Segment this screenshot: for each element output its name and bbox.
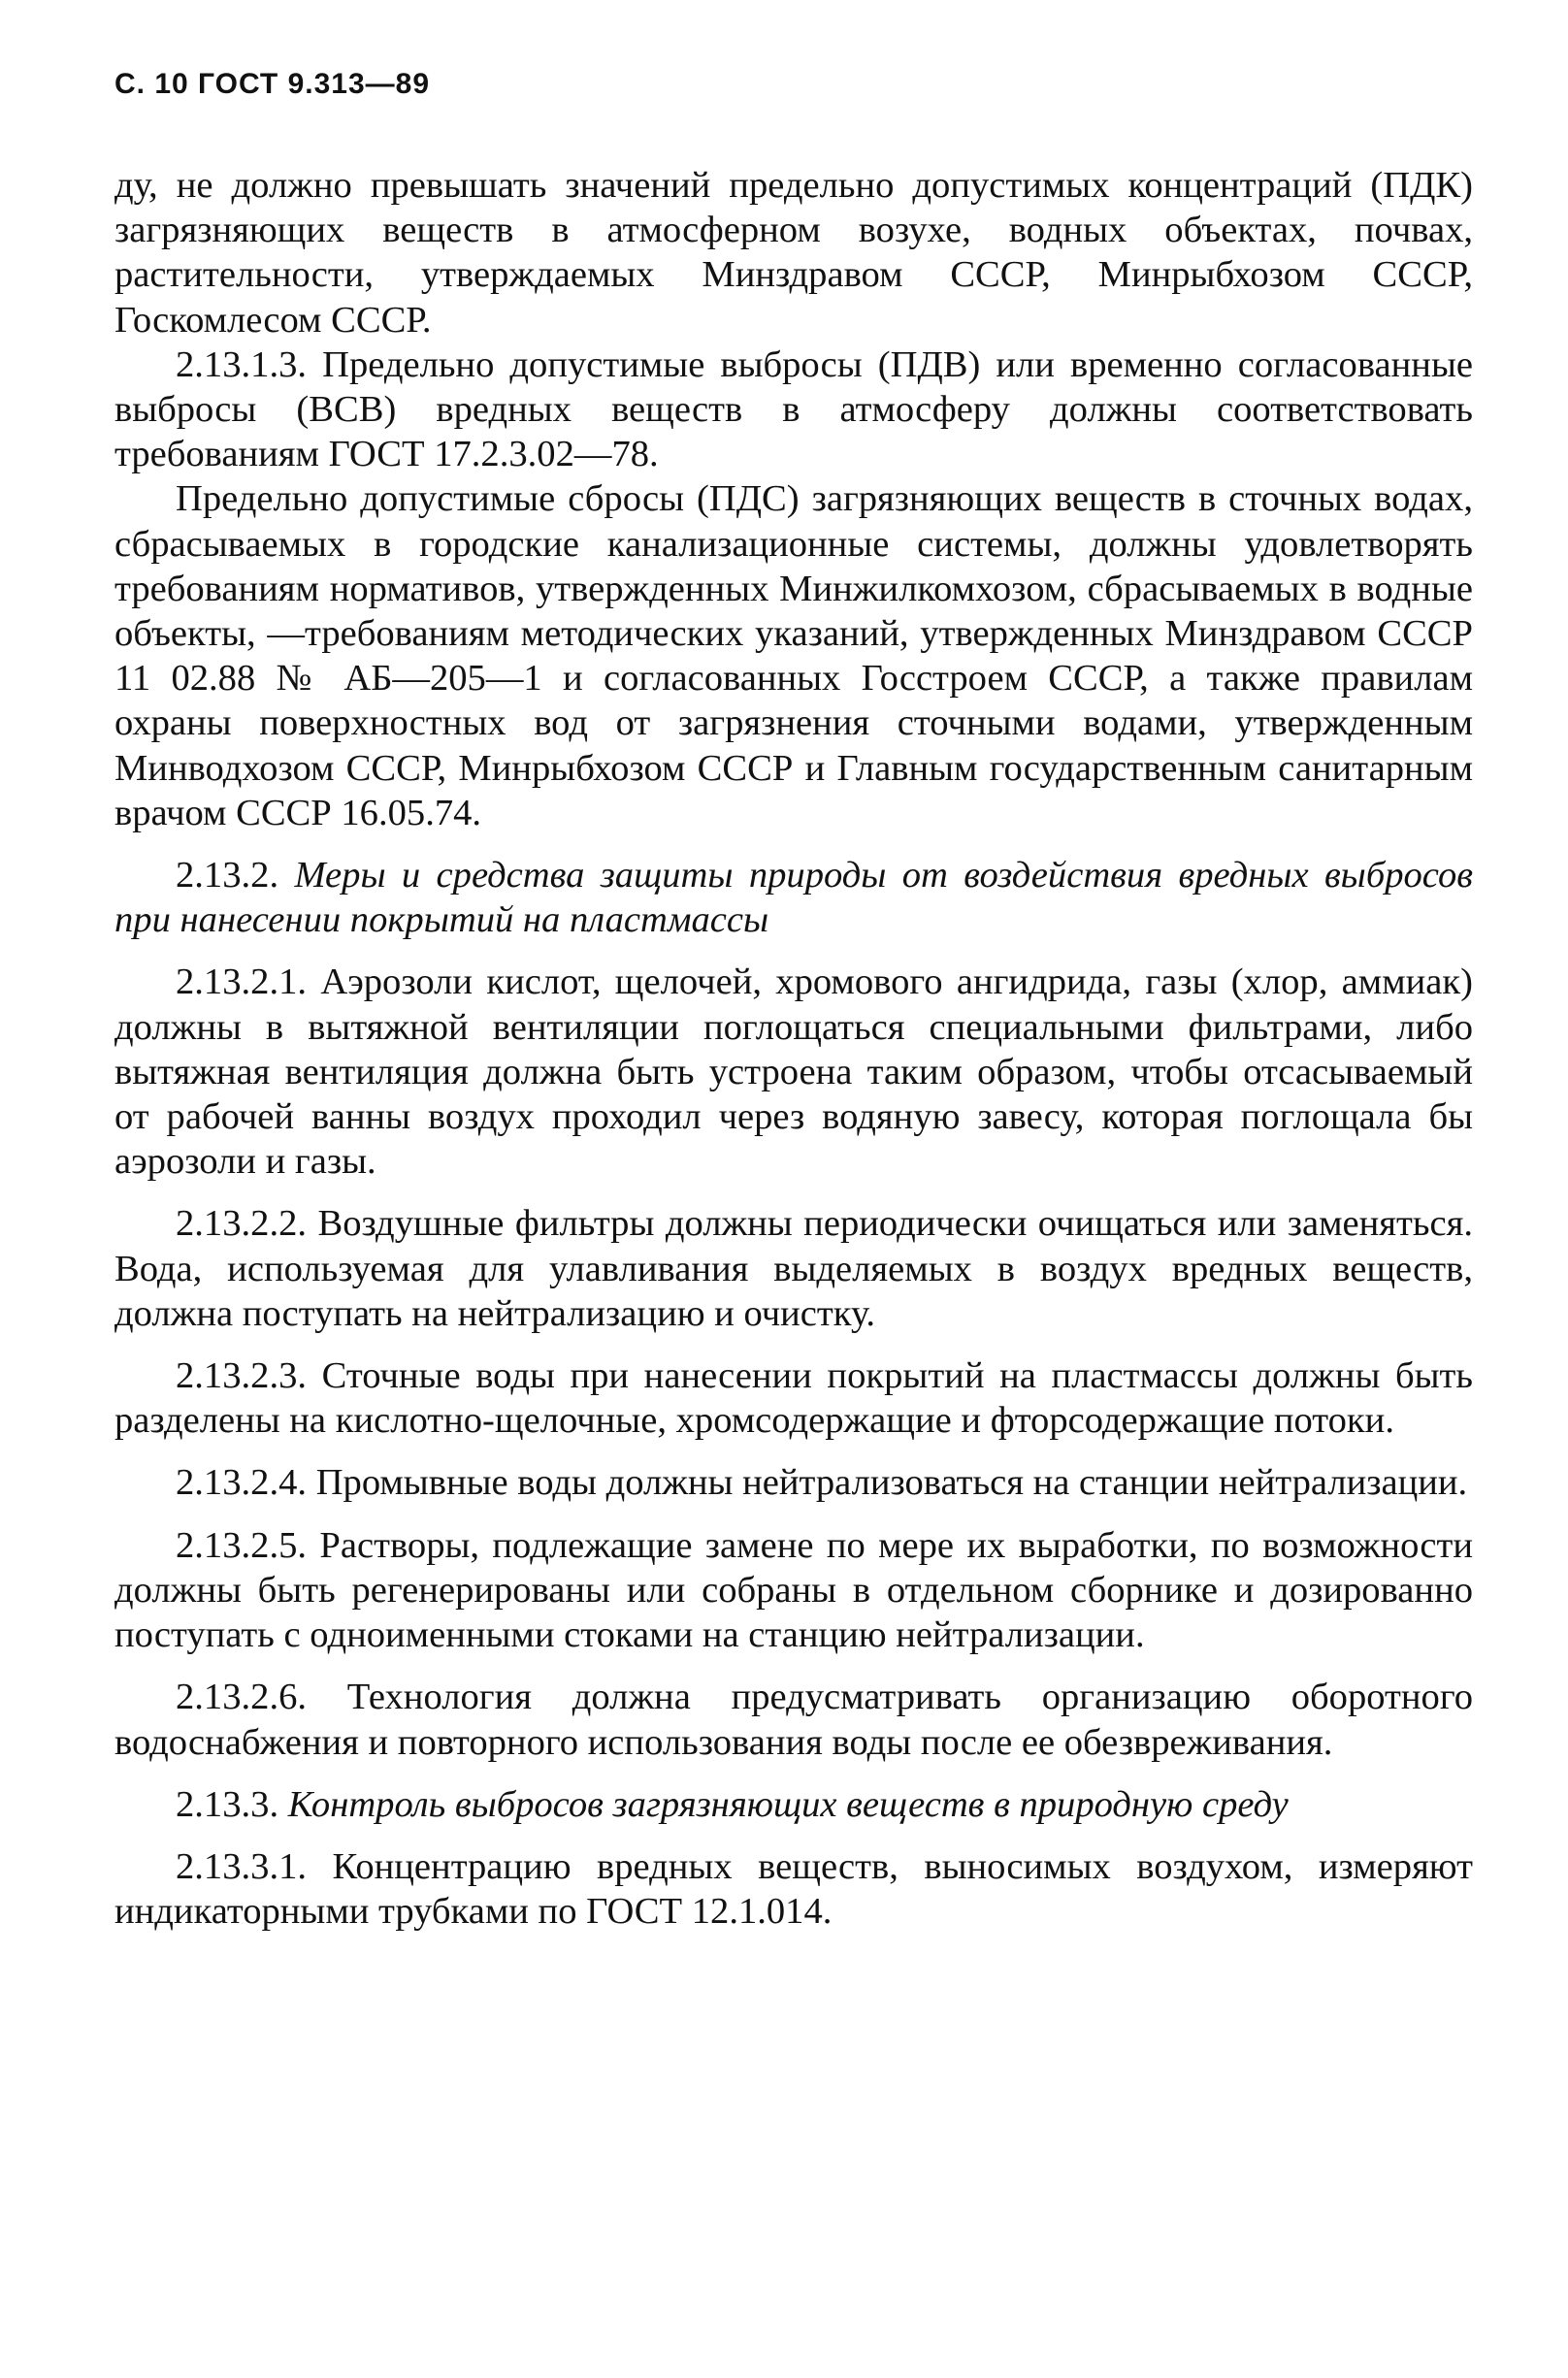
clause-text: Растворы, подлежащие замене по мере их выработки, по возможности должны быть регенерированы или собраны в отдельном сборнике и дозированно поступать с одноименными стоками на станцию нейтрализации. <box>114 1524 1473 1656</box>
clause-2-13-3-1 <box>114 1844 1473 1934</box>
clause-2-13-2-5 <box>114 1523 1473 1658</box>
paragraph-continuation <box>114 163 1473 342</box>
clause-2-13-2-4 <box>114 1460 1473 1505</box>
clause-number: 2.13.2.5. <box>176 1524 308 1566</box>
clause-2-13-3 <box>114 1782 1473 1827</box>
clause-number: 2.13.3.1. <box>176 1845 308 1887</box>
paragraph-text: ду, не должно превышать значений предельно допустимых концентраций (ПДК) загрязняющих веществ в атмосферном возухе, водных объектах, почвах, растительности, утверждаемых Минздравом СССР, Минрыбхозом СССР, Госкомлесом СССР. <box>114 165 1473 341</box>
clause-2-13-2-1 <box>114 960 1473 1184</box>
page-content <box>114 68 1473 1951</box>
page-header: С. 10 ГОСТ 9.313—89 <box>114 68 431 100</box>
clause-number: 2.13.2.2. <box>176 1203 308 1245</box>
section-heading: Меры и средства защиты природы от воздействия вредных выбросов при нанесении покрытий на пластмассы <box>114 855 1473 941</box>
clause-2-13-2-6 <box>114 1675 1473 1764</box>
clause-text: Воздушные фильтры должны периодически очищаться или заменяться. Вода, используемая для улавливания выделяемых в воздух вредных веществ, должна поступать на нейтрализацию и очистку. <box>114 1203 1473 1334</box>
clause-text: Предельно допустимые выбросы (ПДВ) или временно согласованные выбросы (ВСВ) вредных веществ в атмосферу должны соответствовать требованиям ГОСТ 17.2.3.02—78. <box>114 343 1473 475</box>
section-heading: Контроль выбросов загрязняющих веществ в природную среду <box>287 1783 1289 1825</box>
clause-text: Сточные воды при нанесении покрытий на пластмассы должны быть разделены на кислотно-щелочные, хромсодержащие и фторсодержащие потоки. <box>114 1355 1473 1442</box>
clause-number: 2.13.2.1. <box>176 961 308 1003</box>
clause-text: Промывные воды должны нейтрализоваться на станции нейтрализации. <box>315 1462 1468 1504</box>
clause-2-13-2-3 <box>114 1353 1473 1443</box>
paragraph-pds <box>114 476 1473 835</box>
clause-number: 2.13.3. <box>176 1783 279 1825</box>
clause-2-13-1-3 <box>114 342 1473 477</box>
clause-text: Технология должна предусматривать организацию оборотного водоснабжения и повторного использования воды после ее обезвреживания. <box>114 1677 1473 1763</box>
clause-number: 2.13.1.3. <box>176 343 308 385</box>
clause-number: 2.13.2. <box>176 855 279 896</box>
clause-text: Аэрозоли кислот, щелочей, хромового ангидрида, газы (хлор, аммиак) должны в вытяжной вентиляции поглощаться специальными фильтрами, либо вытяжная вентиляция должна быть устроена таким образом, чтобы отсасываемый от рабочей ванны воздух проходил через водяную завесу, которая поглощала бы аэрозоли и газы. <box>114 961 1473 1183</box>
clause-number: 2.13.2.3. <box>176 1355 308 1397</box>
clause-2-13-2-2 <box>114 1201 1473 1336</box>
clause-number: 2.13.2.4. <box>176 1462 308 1504</box>
clause-text: Концентрацию вредных веществ, выносимых воздухом, измеряют индикаторными трубками по ГОСТ 12.1.014. <box>114 1845 1473 1933</box>
clause-number: 2.13.2.6. <box>176 1677 308 1718</box>
paragraph-text: Предельно допустимые сбросы (ПДС) загрязняющих веществ в сточных водах, сбрасываемых в городские канализационные системы, должны удовлетворять требованиям нормативов, утвержденных Минжилкомхозом, сбрасываемых в водные объекты, —требованиям методических указаний, утвержденных Минздравом СССР 11 02.88 № АБ—205—1 и согласованных Госстроем СССР, а также правилам охраны поверхностных вод от загрязнения сточными водами, утвержденным Минводхозом СССР, Минрыбхозом СССР и Главным государственным санитарным врачом СССР 16.05.74. <box>114 478 1473 833</box>
clause-2-13-2 <box>114 853 1473 942</box>
